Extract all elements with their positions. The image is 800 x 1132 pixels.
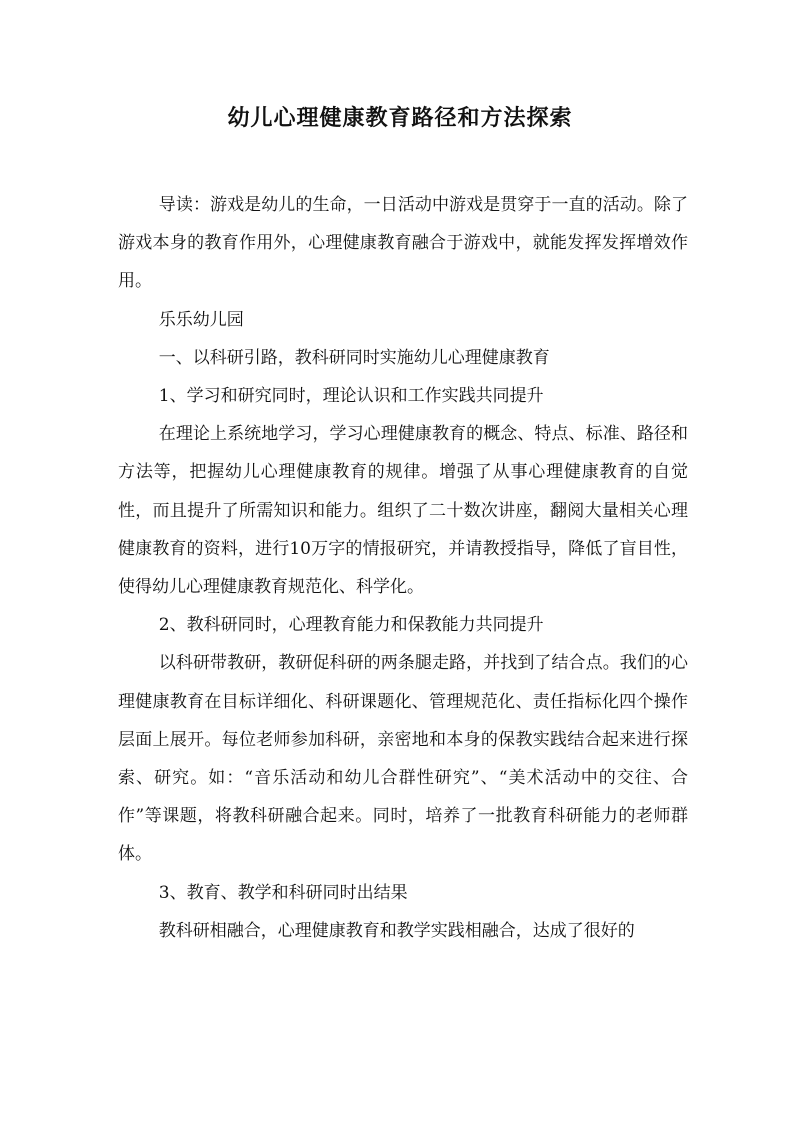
subsection-heading-3: 3、教育、教学和科研同时出结果 [158,882,408,903]
document-title: 幼儿心理健康教育路径和方法探索 [227,105,573,131]
paragraph-intro: 导读：游戏是幼儿的生命，一日活动中游戏是贯穿于一直的活动。除了游戏本身的教育作用外，心理健康教育融合于游戏中，就能发挥发挥增效作用。 [118,195,688,292]
document-body [118,186,688,950]
paragraph-body: 在理论上系统地学习，学习心理健康教育的概念、特点、标准、路径和方法等，把握幼儿心理健康教育的规律。增强了从事心理健康教育的自觉性，而且提升了所需知识和能力。组织了二十数次讲座，翻阅大量相关心理健康教育的资料，进行10万字的情报研究，并请教授指导，降低了盲目性，使得幼儿心理健康教育规范化、科学化。 [118,424,688,598]
subsection-heading-1: 1、学习和研究同时，理论认识和工作实践共同提升 [158,386,544,407]
paragraph-author: 乐乐幼儿园 [158,309,244,330]
paragraph-body: 教科研相融合，心理健康教育和教学实践相融合，达成了很好的 [158,920,635,941]
paragraph-body: 以科研带教研，教研促科研的两条腿走路，并找到了结合点。我们的心理健康教育在目标详细化、科研课题化、管理规范化、责任指标化四个操作层面上展开。每位老师参加科研，亲密地和本身的保教实践结合起来进行探索、研究。如：“音乐活动和幼儿合群性研究”、“美术活动中的交往、合作”等课题，将教科研融合起来。同时，培养了一批教育科研能力的老师群体。 [118,653,688,865]
subsection-heading-2: 2、教科研同时，心理教育能力和保教能力共同提升 [158,615,544,636]
section-heading-1: 一、以科研引路，教科研同时实施幼儿心理健康教育 [158,347,550,368]
